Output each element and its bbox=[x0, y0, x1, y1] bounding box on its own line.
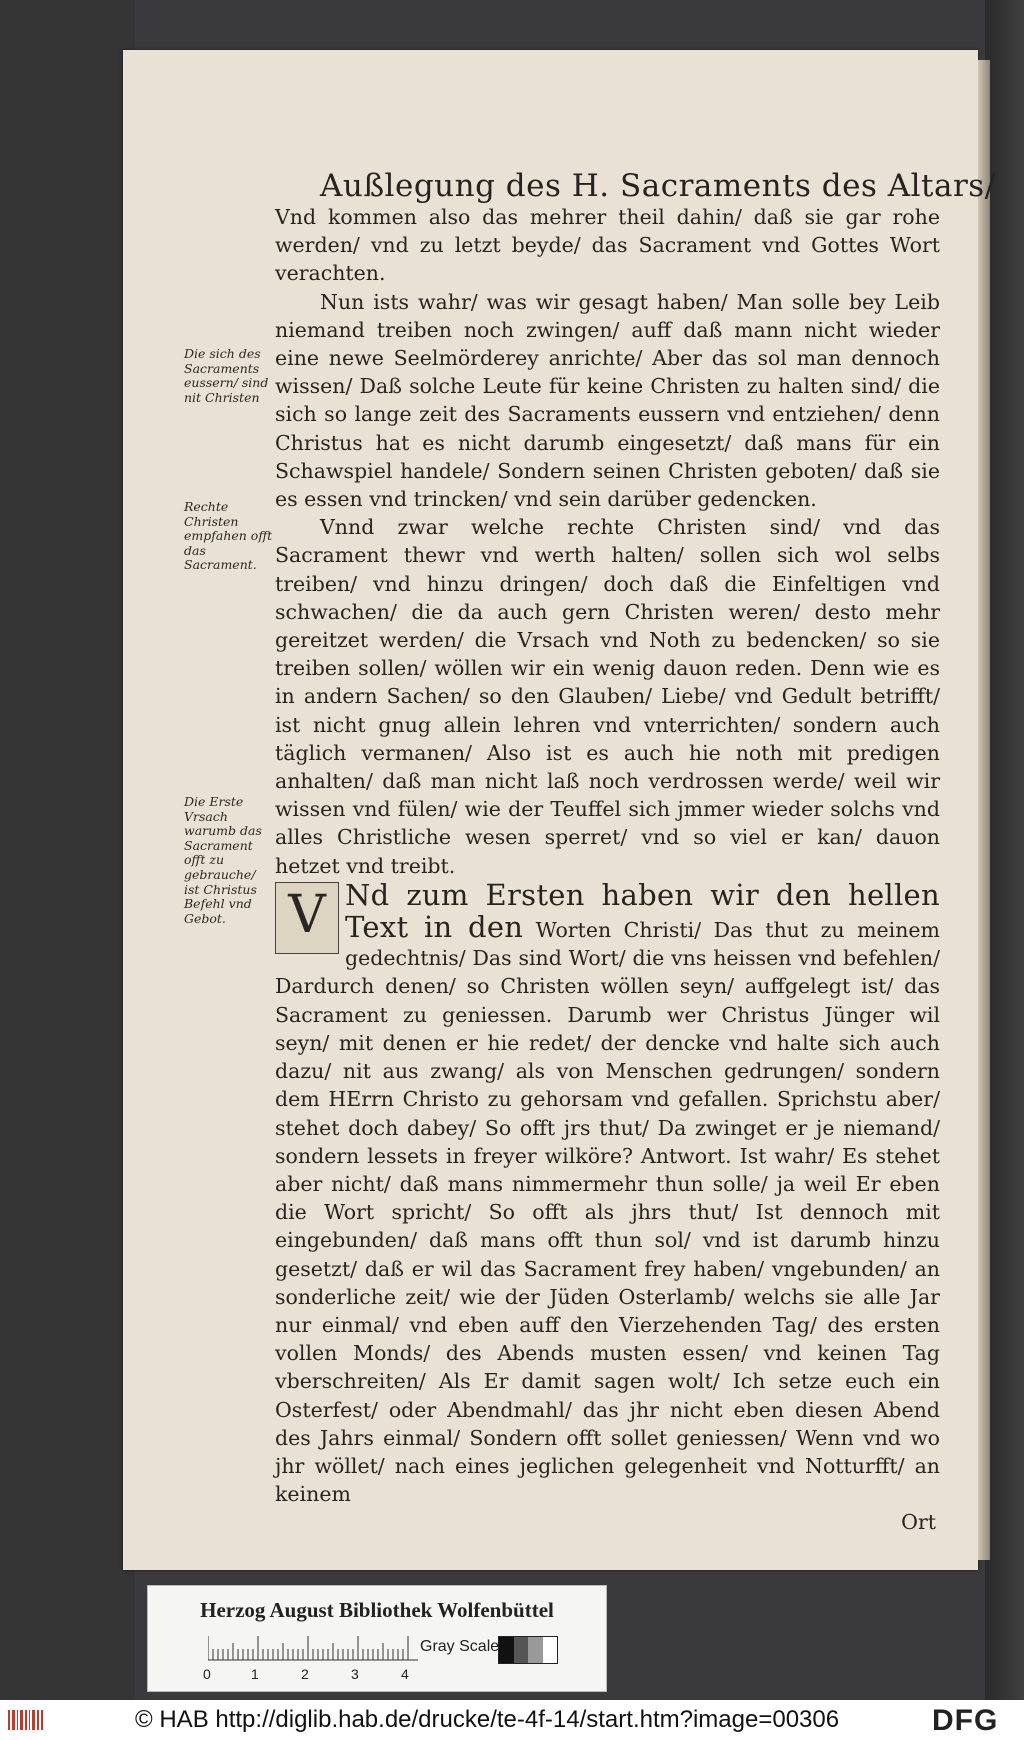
margin-note-2: Rechte Christen empfahen offt das Sacrament. bbox=[184, 499, 273, 573]
paragraph-4-text: Worten Christi/ Das thut zu meinem gedechtnis/ Das sind Wort/ die vns heissen vnd befehlen/ Dardurch denen/ so Christen wöllen seyn/ auffgelegt ist/ das Sacrament zu geniessen. Darumb wer Christus Jünger wil seyn/ mit denen er hie redet/ der dencke vnd halte sich auch dazu/ nit aus zwang/ als von Menschen gedrungen/ sondern dem HErrn Christo zu gehorsam vnd gefallen. Sprichstu aber/ stehet doch dabey/ So offt jrs thut/ Da zwinget er je niemand/ sondern lessets in freyer wilköre? Antwort. Ist wahr/ Es stehet aber nicht/ daß mans nimmermehr thun solle/ ja weil Er eben die Wort spricht/ So offt als jhrs thut/ Ist dennoch mit eingebunden/ daß mans offt thun sol/ vnd ist darumb hinzu gesetzt/ daß er wil das Sacrament frey haben/ vngebunden/ an sonderliche zeit/ wie der Jüden Osterlamb/ welchs sie alle Jar nur einmal/ vnd eben auff den Vierzehenden Tag/ des ersten vollen Monds/ des Abends musten essen/ vnd keinen Tag vberschreiten/ Als Er damit sagen wolt/ Ich setze euch ein Osterfest/ oder Abendmahl/ das jhr nicht eben diesen Abend des Jahrs einmal/ Sondern offt sollet geniessen/ Wenn vnd wo jhr wöllet/ nach eines jeglichen gelegenheit vnd Notturfft/ an keinem bbox=[275, 918, 940, 1507]
scan-backdrop-left bbox=[0, 0, 135, 1700]
gray-swatch-dark bbox=[514, 1637, 529, 1663]
barcode-icon bbox=[8, 1708, 44, 1732]
page-edge bbox=[978, 60, 990, 1560]
footer-bar bbox=[0, 1700, 1024, 1740]
gray-swatch-black bbox=[499, 1637, 514, 1663]
ruler-number: 4 bbox=[401, 1666, 409, 1682]
ruler-number: 3 bbox=[351, 1666, 359, 1682]
catchword-row bbox=[275, 1508, 940, 1536]
catchword: Ort bbox=[901, 1510, 936, 1535]
paragraph-4 bbox=[275, 877, 940, 1508]
paragraph-1: Vnd kommen also das mehrer theil dahin/ daß sie gar rohe werden/ vnd zu letzt beyde/ das Sacrament vnd Gottes Wort verachten. bbox=[275, 205, 940, 286]
ruler-number: 0 bbox=[203, 1666, 211, 1682]
library-scale-card bbox=[147, 1585, 607, 1692]
initial-first-line: Nd zum Ersten haben wir den hellen Text in den bbox=[345, 877, 940, 945]
page-heading: Außlegung des H. Sacraments des Altars/ bbox=[320, 168, 996, 204]
paragraph-2: Nun ists wahr/ was wir gesagt haben/ Man solle bey Leib niemand treiben noch zwingen/ auff daß mann nicht wieder eine newe Seelmörderey anrichte/ Aber das sol man dennoch wissen/ Daß solche Leute für keine Christen zu halten sind/ die sich so lange zeit des Sacraments eussern vnd entziehen/ denn Christus hat es nicht darumb eingesetzt/ daß mans für ein Schawspiel handele/ Sondern seinen Christen geboten/ daß sie es essen vnd trincken/ vnd sein darüber gedencken. bbox=[275, 289, 940, 512]
decorated-initial: V bbox=[275, 882, 339, 954]
footer-copyright-link[interactable]: © HAB http://diglib.hab.de/drucke/te-4f-14/start.htm?image=00306 bbox=[135, 1706, 840, 1733]
body-text bbox=[275, 203, 940, 1537]
ruler-number: 1 bbox=[251, 1666, 259, 1682]
ruler-number: 2 bbox=[301, 1666, 309, 1682]
gray-swatch-mid bbox=[528, 1637, 543, 1663]
gray-swatch-white bbox=[543, 1637, 558, 1663]
library-name: Herzog August Bibliothek Wolfenbüttel bbox=[200, 1598, 554, 1622]
paragraph-3: Vnnd zwar welche rechte Christen sind/ vnd das Sacrament thewr vnd werth halten/ sollen sich wol selbs treiben/ vnd hinzu dringen/ doch daß die Einfeltigen vnd schwachen/ die da auch gern Christen weren/ desto mehr gereitzet werden/ die Vrsach vnd Noth zu bedencken/ so sie treiben sollen/ wöllen wir ein wenig dauon reden. Denn wie es in andern Sachen/ so den Glauben/ Liebe/ vnd Gedult betrifft/ ist nicht gnug allein lehren vnd vnterrichten/ sondern auch täglich vermanen/ Also ist es auch hie noth mit predigen anhalten/ daß man nicht laß noch verdrossen werde/ weil wir wissen vnd fülen/ wie der Teuffel sich jmmer wieder solchs vnd alles Christliche wesen sperret/ vnd so viel er kan/ dauon hetzet vnd treibt. bbox=[275, 515, 940, 878]
gray-scale-swatches bbox=[498, 1636, 558, 1664]
scan-backdrop-right bbox=[985, 0, 1024, 1700]
dfg-logo: DFG bbox=[932, 1704, 999, 1737]
gray-scale-label: Gray Scale bbox=[420, 1638, 500, 1655]
margin-note-3: Die Erste Vrsach warumb das Sacrament offt zu gebrauche/ ist Christus Befehl vnd Gebot. bbox=[184, 794, 262, 926]
margin-note-1: Die sich des Sacraments eussern/ sind nit Christen bbox=[184, 346, 269, 405]
ruler-scale bbox=[208, 1631, 418, 1661]
